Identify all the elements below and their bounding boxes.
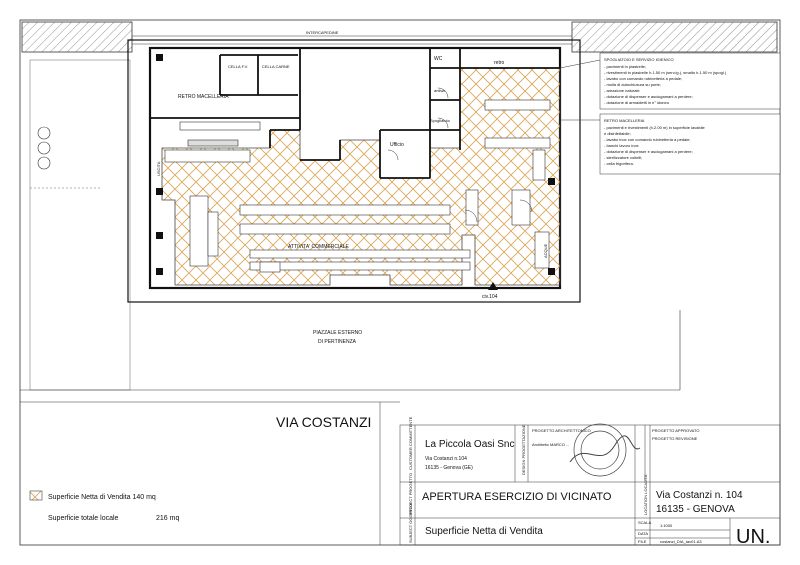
retro-macelleria-label: RETRO MACELLERIA xyxy=(178,94,229,100)
piazzale-label-line1: PIAZZALE ESTERNO xyxy=(313,330,363,336)
lbl-customer: CUSTOMER COMMITTENTE xyxy=(408,416,413,470)
architect-name: Architetto MARCO ... xyxy=(532,442,570,447)
client-name: La Piccola Oasi Snc xyxy=(425,439,515,450)
lbl-approved: PROGETTO APPROVATO xyxy=(652,428,700,433)
legend xyxy=(30,491,179,522)
lbl-architect: PROGETTO ARCHITETTONICO xyxy=(532,428,591,433)
antiwc-label: antiwc xyxy=(434,88,446,93)
note-spogliatoio-line: - rivestimenti in piastrelle h.1.50 m (serv.ig.), smalto h.1.50 m (spogl.) xyxy=(604,70,727,75)
sheet-code: UN. xyxy=(736,526,771,548)
client-address: Via Costanzi n.104 xyxy=(425,456,467,462)
note-spogliatoio-line: - lavabo con comando rubinetteria a pedale; xyxy=(604,76,683,81)
location-line1: Via Costanzi n. 104 xyxy=(656,490,743,501)
legend-total-area-label: Superficie totale locale xyxy=(48,515,119,522)
ufficio-label: Ufficio xyxy=(390,142,404,148)
cella-carne-label: CELLA CARNE xyxy=(262,64,290,69)
lbl-file: FILE xyxy=(638,539,647,544)
lbl-project: PROJECT PROGETTO xyxy=(408,472,413,515)
retro-label: retro xyxy=(494,60,505,66)
civic-number-label: civ.104 xyxy=(482,294,498,300)
note-retro-line: - cella frigorifera. xyxy=(604,161,634,166)
project-title: APERTURA ESERCIZIO DI VICINATO xyxy=(422,491,612,503)
note-spogliatoio-title: SPOGLIATOIO E SERVIZIO IGIENICO xyxy=(604,57,674,62)
scale-value: 1:1000 xyxy=(660,523,673,528)
exterior-wall-right xyxy=(572,22,777,52)
legend-swatch xyxy=(30,491,42,500)
legend-total-area-value: 216 mq xyxy=(156,515,180,522)
note-retro-line: - pavimenti e rivestimenti (h.2.00 m) in superficie lavabile xyxy=(604,125,705,130)
lbl-revision: PROGETTO REVISIONE xyxy=(652,436,698,441)
acque-label: ACQUE xyxy=(543,243,548,258)
note-retro-line: - lavabo inox con comando rubinetteria a pedale; xyxy=(604,137,691,142)
note-retro-title: RETRO MACELLERIA xyxy=(604,118,645,123)
wc-label: WC xyxy=(434,56,443,62)
street-label: VIA COSTANZI xyxy=(276,414,372,430)
note-spogliatoio-line: - pavimenti in piastrelle; xyxy=(604,64,647,69)
legend-net-area: Superficie Netta di Vendita 140 mq xyxy=(48,494,156,501)
exterior-wall-left xyxy=(22,22,132,52)
note-spogliatoio-line: - molla di autochiusura su porte; xyxy=(604,82,661,87)
spogliatoio-label: Spogliatoio xyxy=(430,118,450,123)
client-city: 16135 - Genova (GE) xyxy=(425,465,473,471)
uscita-label: USCITA xyxy=(156,161,161,176)
piazzale-label-line2: DI PERTINENZA xyxy=(318,339,356,345)
note-spogliatoio-line: - areazione naturale xyxy=(604,88,640,93)
lbl-design: DESIGN PROGETTAZIONE xyxy=(521,424,526,475)
note-retro-line: e disinfettabile; xyxy=(604,131,631,136)
lbl-location: LOCATION LOCALITA' xyxy=(643,473,648,515)
attivita-commerciale-label: ATTIVITA' COMMERCIALE xyxy=(288,244,349,250)
lbl-subject: SUBJECT OGGETTO xyxy=(408,503,413,543)
lbl-scale: SCALA xyxy=(638,520,652,525)
note-retro-line: - banchi lavoro inox xyxy=(604,143,639,148)
note-retro-line: - dotazione di dispenser e asciugamani a perdere; xyxy=(604,149,693,154)
note-retro-line: - sterilizzatore coltelli; xyxy=(604,155,643,160)
location-line2: 16135 - GENOVA xyxy=(656,504,735,515)
note-spogliatoio-line: - dotazione di dispenser e asciugamani a perdere; xyxy=(604,94,693,99)
intercapedine-label: INTERCAPEDINE xyxy=(306,30,339,35)
subject-text: Superficie Netta di Vendita xyxy=(425,526,543,537)
lbl-date: DATA xyxy=(638,531,649,536)
note-spogliatoio-line: - dotazione di armadietti in n° idoneo xyxy=(604,100,669,105)
note-retro-macelleria xyxy=(600,114,780,174)
cella-fv-label: CELLA F.V. xyxy=(228,64,249,69)
note-spogliatoio xyxy=(600,53,780,109)
file-name: costanzi_DIA_tav01.A3 xyxy=(660,539,702,544)
